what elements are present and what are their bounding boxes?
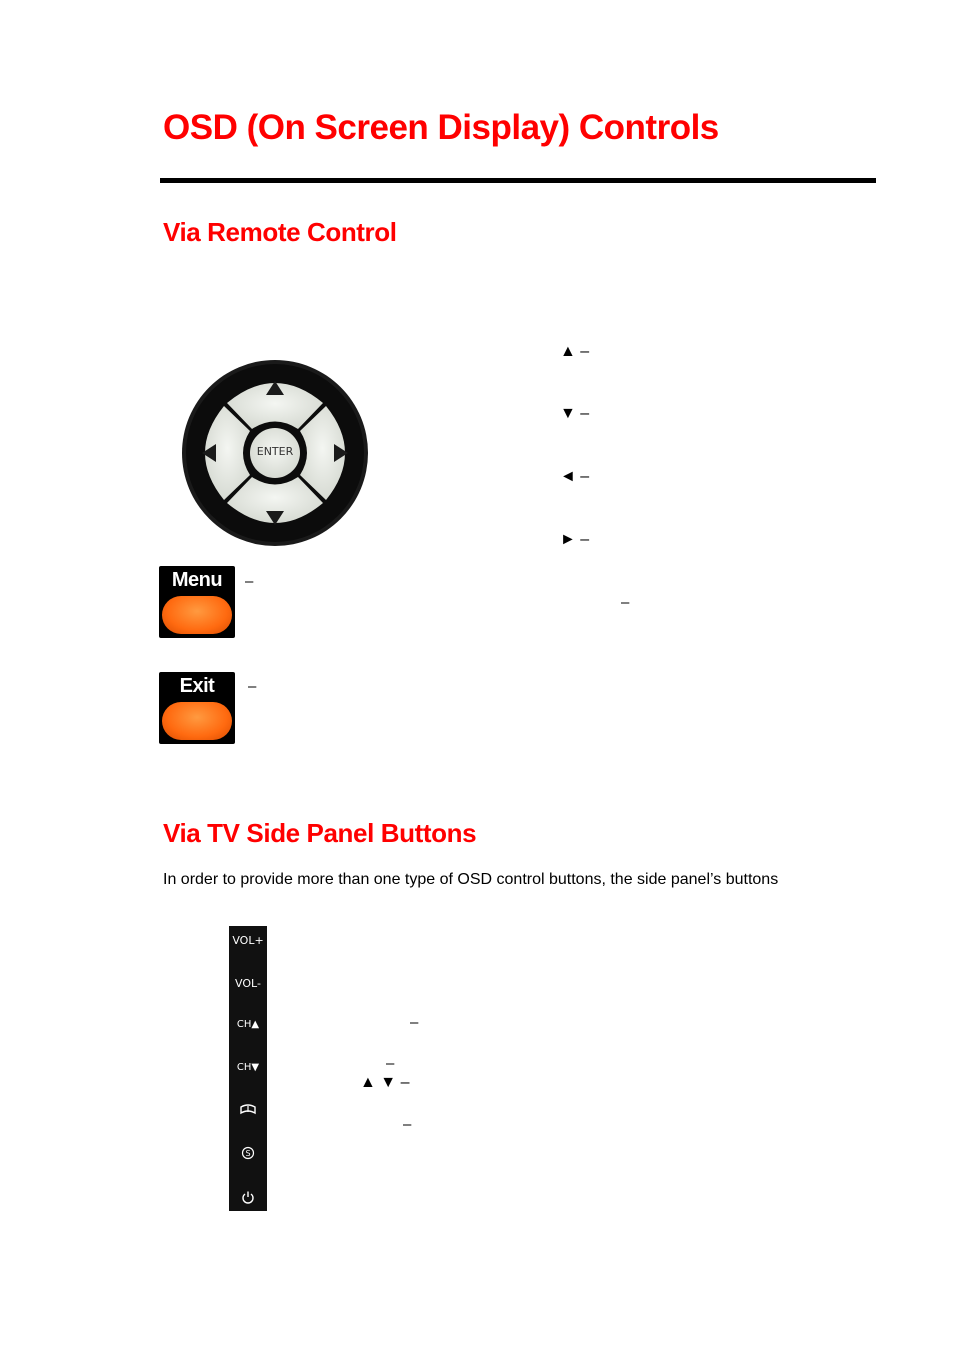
arrow-up-description: ▲ – — [560, 343, 590, 360]
panel-vol-down-label: VOL- — [235, 977, 261, 990]
panel-dash-2: – — [386, 1055, 395, 1072]
section-heading-remote: Via Remote Control — [163, 217, 397, 247]
panel-power-icon — [229, 1190, 267, 1207]
menu-dash-secondary: – — [621, 594, 630, 611]
panel-dash-3: – — [403, 1116, 412, 1133]
panel-intro-text: In order to provide more than one type of OSD control buttons, the side panel’s buttons — [163, 871, 779, 888]
exit-button-image — [159, 672, 235, 744]
menu-dash: – — [245, 573, 254, 590]
side-panel-image — [229, 926, 267, 1211]
section-heading-panel: Via TV Side Panel Buttons — [163, 818, 477, 848]
exit-dash: – — [248, 678, 257, 695]
panel-ch-up-label: CH▲ — [236, 1019, 260, 1030]
arrow-down-description: ▼ – — [560, 405, 590, 422]
title-divider — [160, 178, 876, 183]
menu-button-label: Menu — [171, 569, 223, 591]
remote-dpad-image — [180, 359, 370, 547]
panel-dash-1: – — [410, 1014, 419, 1031]
page-title: OSD (On Screen Display) Controls — [163, 108, 719, 147]
arrow-right-description: ► – — [560, 531, 590, 548]
arrow-left-description: ◄ – — [560, 468, 590, 485]
dpad-enter-label: ENTER — [256, 445, 294, 458]
svg-text:S: S — [245, 1149, 251, 1158]
panel-vol-up-label: VOL+ — [232, 934, 264, 947]
exit-button-pill — [162, 702, 232, 740]
panel-ch-down-label: CH▼ — [236, 1062, 260, 1073]
exit-button-label: Exit — [179, 675, 215, 697]
panel-menu-icon — [229, 1104, 267, 1119]
panel-source-icon — [229, 1146, 267, 1163]
panel-updown-description: ▲ ▼ – — [360, 1074, 410, 1091]
menu-button-image — [159, 566, 235, 638]
menu-button-pill — [162, 596, 232, 634]
